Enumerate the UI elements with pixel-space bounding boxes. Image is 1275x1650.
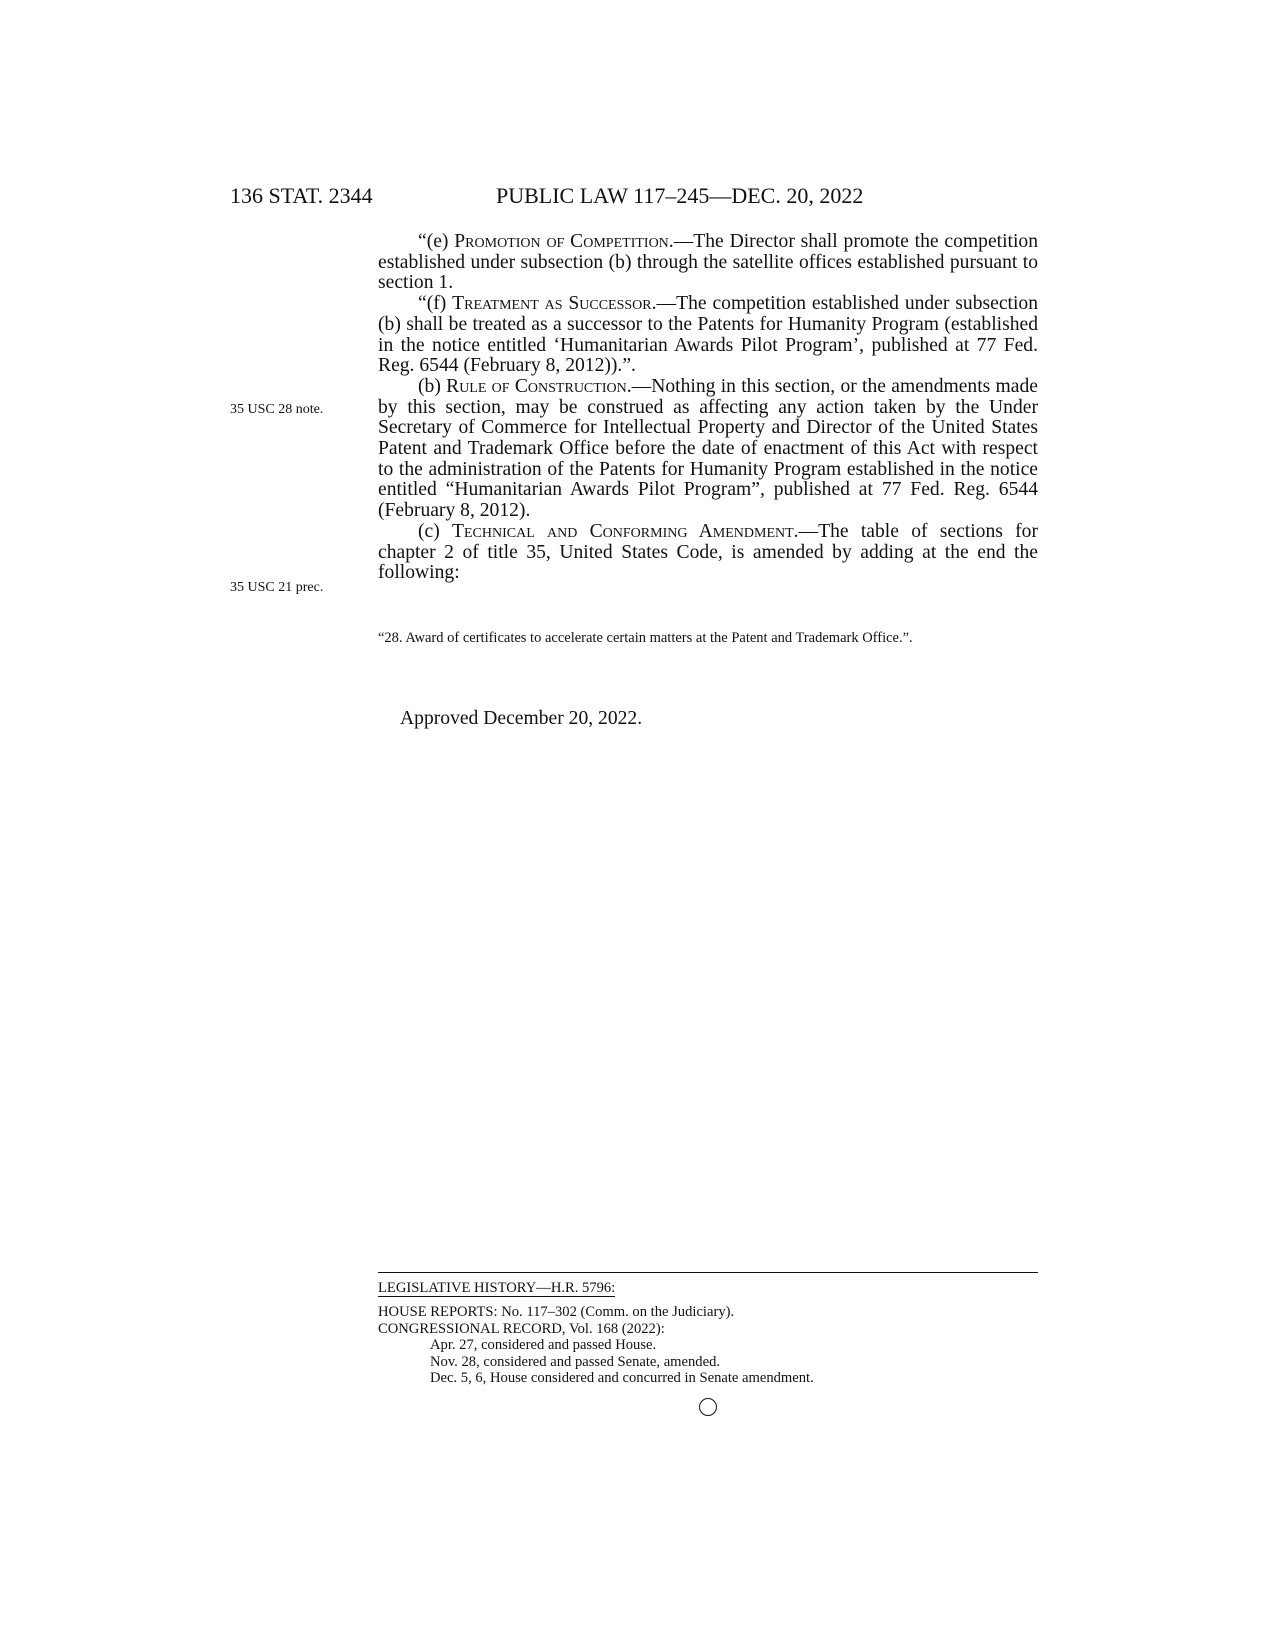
legislative-history <box>378 1280 1038 1387</box>
paragraph-c: (c) Technical and Conforming Amendment.—The table of sections for chapter 2 of title 35, United States Code, is amended by adding at the end the following: <box>378 520 1038 584</box>
heading-treatment-as-successor: Treatment as Successor <box>452 293 652 315</box>
house-reports: HOUSE REPORTS: No. 117–302 (Comm. on the Judiciary). <box>378 1304 735 1320</box>
history-action: Nov. 28, considered and passed Senate, amended. <box>430 1353 721 1370</box>
footer-rule <box>378 1272 1038 1273</box>
heading-rule-of-construction: Rule of Construction <box>446 375 627 397</box>
legislative-history-title: LEGISLATIVE HISTORY—H.R. 5796: <box>378 1280 616 1296</box>
history-action: Dec. 5, 6, House considered and concurred in Senate amendment. <box>430 1370 814 1387</box>
paragraph-e: “(e) Promotion of Competition.—The Director shall promote the competition established under subsection (b) through the satellite offices established pursuant to section 1. <box>378 231 1039 294</box>
law-title: PUBLIC LAW 117–245—DEC. 20, 2022 <box>496 183 864 208</box>
margin-note-28: 35 USC 28 note. <box>230 402 324 417</box>
approval-date: Approved December 20, 2022. <box>400 708 643 729</box>
history-action: Apr. 27, considered and passed House. <box>430 1337 657 1354</box>
congressional-record: CONGRESSIONAL RECORD, Vol. 168 (2022): <box>378 1320 665 1337</box>
table-of-sections-entry: “28. Award of certificates to accelerate certain matters at the Patent and Trademark Office.”. <box>378 630 913 646</box>
heading-technical-amendment: Technical and Conforming Amendment <box>452 520 794 542</box>
heading-promotion-of-competition: Promotion of Competition <box>454 231 669 252</box>
paragraph-b: (b) Rule of Construction.—Nothing in this section, or the amendments made by this section, may be construed as affecting any action taken by the Under Secretary of Commerce for Intellectual Property and Director of the United States Patent and Trademark Office before the date of enactment of this Act with respect to the administration of the Patents for Humanity Program established in the notice entitled “Humanitarian Awards Pilot Program”, published at 77 Fed. Reg. 6544 (February 8, 2012). <box>378 375 1038 522</box>
paragraph-f: “(f) Treatment as Successor.—The competition established under subsection (b) shall be treated as a successor to the Patents for Humanity Program (established in the notice entitled ‘Humanitarian Awards Pilot Program’, published at 77 Fed. Reg. 6544 (February 8, 2012)).”. <box>378 293 1038 377</box>
margin-note-21: 35 USC 21 prec. <box>230 580 324 595</box>
stat-page-number: 136 STAT. 2344 <box>230 183 373 208</box>
running-head <box>0 183 1275 213</box>
body-text <box>378 232 1038 584</box>
end-of-document-circle-icon <box>699 1398 717 1416</box>
